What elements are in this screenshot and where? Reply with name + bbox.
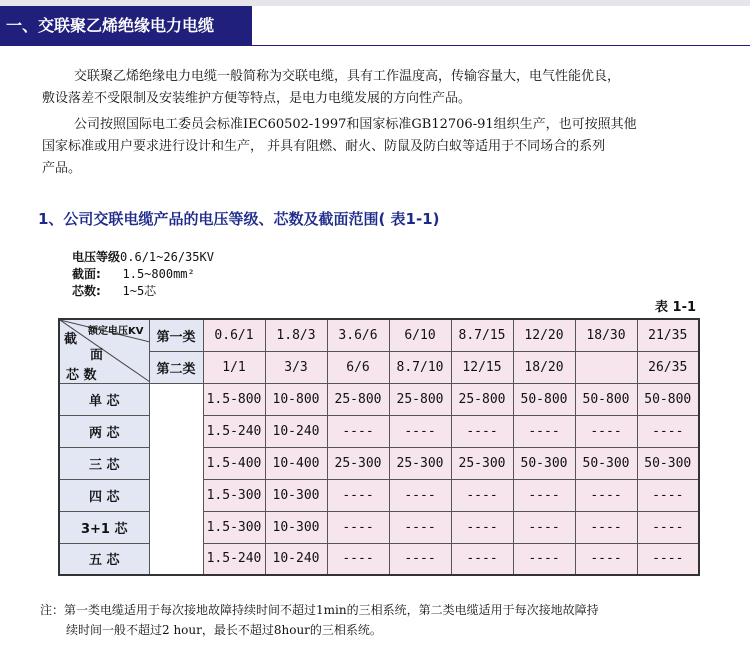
spec-cores-label: 芯数: (72, 284, 101, 298)
cross-section-range: ---- (637, 543, 699, 575)
table-row (59, 383, 699, 415)
footnote-line-1: 注：第一类电缆适用于每次接地故障持续时间不超过1min的三相系统，第二类电缆适用于每次接地故障持 (40, 603, 599, 617)
class-2-voltage: 1/1 (203, 351, 265, 383)
cross-section-range: ---- (575, 511, 637, 543)
cross-section-range: ---- (451, 543, 513, 575)
cross-section-range: ---- (637, 511, 699, 543)
cross-section-range: ---- (451, 511, 513, 543)
cross-section-range: 25-800 (327, 383, 389, 415)
cross-section-range: ---- (513, 479, 575, 511)
spec-voltage (72, 250, 214, 264)
class-1-voltage: 8.7/15 (451, 319, 513, 351)
core-count-label: 四 芯 (59, 479, 149, 511)
cross-section-range: 50-300 (513, 447, 575, 479)
cross-section-range: ---- (513, 415, 575, 447)
class-1-voltage: 3.6/6 (327, 319, 389, 351)
intro-p2-line-2: 国家标准或用户要求进行设计和生产， 并具有阻燃、耐火、防鼠及防白蚁等适用于不同场合的系列 (42, 139, 606, 154)
cross-section-range: 1.5-240 (203, 415, 265, 447)
cross-section-range: ---- (389, 511, 451, 543)
spec-voltage-label: 电压等级 (72, 250, 121, 264)
cross-section-range: 25-800 (451, 383, 513, 415)
core-count-label: 两 芯 (59, 415, 149, 447)
spec-cores (72, 284, 156, 298)
cross-section-range: ---- (513, 511, 575, 543)
core-count-label: 五 芯 (59, 543, 149, 575)
cross-section-range: 10-400 (265, 447, 327, 479)
cross-section-range: 25-800 (389, 383, 451, 415)
class-2-voltage: 12/15 (451, 351, 513, 383)
class-1-voltage: 0.6/1 (203, 319, 265, 351)
intro-paragraph-1 (42, 66, 722, 110)
header-divider (252, 45, 750, 46)
intro-p1-line-2: 敷设落差不受限制及安装维护方便等特点，是电力电缆发展的方向性产品。 (42, 91, 472, 106)
cross-section-range: 1.5-400 (203, 447, 265, 479)
cross-section-range: ---- (327, 479, 389, 511)
class-2-row (59, 351, 699, 383)
empty-class-column (149, 383, 203, 575)
cross-section-range: ---- (575, 479, 637, 511)
cross-section-range: 10-300 (265, 479, 327, 511)
corner-mian: 面 (90, 348, 104, 363)
corner-cores: 芯 数 (66, 368, 97, 383)
cross-section-range: 25-300 (389, 447, 451, 479)
cross-section-range: 10-300 (265, 511, 327, 543)
cross-section-range: ---- (513, 543, 575, 575)
cross-section-range: ---- (327, 543, 389, 575)
intro-p2-line-1: 公司按照国际电工委员会标准IEC60502-1997和国家标准GB12706-91组织生产，也可按照其他 (74, 117, 637, 132)
class-2-voltage: 6/6 (327, 351, 389, 383)
cross-section-range: ---- (327, 415, 389, 447)
cross-section-range: ---- (451, 415, 513, 447)
core-count-label: 3+1 芯 (59, 511, 149, 543)
section-title: 1、公司交联电缆产品的电压等级、芯数及截面范围( 表1-1) (38, 210, 440, 228)
intro-paragraph-2 (42, 114, 722, 180)
cross-section-range: ---- (327, 511, 389, 543)
cross-section-range: 50-300 (575, 447, 637, 479)
corner-jie: 截 (64, 332, 78, 347)
cross-section-range: 10-240 (265, 415, 327, 447)
class-1-voltage: 6/10 (389, 319, 451, 351)
footnote-line-2: 续时间一般不超过2 hour，最长不超过8hour的三相系统。 (66, 623, 382, 637)
core-count-label: 单 芯 (59, 383, 149, 415)
class-2-voltage: 18/20 (513, 351, 575, 383)
cross-section-range: 1.5-300 (203, 511, 265, 543)
cross-section-range: ---- (451, 479, 513, 511)
table-label: 表 1-1 (655, 300, 697, 315)
cross-section-range: 50-800 (575, 383, 637, 415)
cross-section-range: ---- (637, 479, 699, 511)
cross-section-range: 1.5-300 (203, 479, 265, 511)
cross-section-range: 1.5-240 (203, 543, 265, 575)
spec-section-label: 截面: (72, 267, 101, 281)
spec-cores-value: 1~5芯 (122, 284, 157, 298)
cross-section-range: ---- (575, 543, 637, 575)
cross-section-range: 10-240 (265, 543, 327, 575)
class-1-voltage: 21/35 (637, 319, 699, 351)
class-2-voltage: 3/3 (265, 351, 327, 383)
class-2-label: 第二类 (149, 351, 203, 383)
cross-section-range: 25-300 (327, 447, 389, 479)
cross-section-range: 50-800 (637, 383, 699, 415)
spec-table (58, 318, 700, 576)
class-1-voltage: 12/20 (513, 319, 575, 351)
cross-section-range: 50-800 (513, 383, 575, 415)
cross-section-range: ---- (575, 415, 637, 447)
cross-section-range: 10-800 (265, 383, 327, 415)
cross-section-range: 50-300 (637, 447, 699, 479)
class-1-label: 第一类 (149, 319, 203, 351)
cross-section-range: 25-300 (451, 447, 513, 479)
intro-p1-line-1: 交联聚乙烯绝缘电力电缆一般简称为交联电缆，具有工作温度高，传输容量大，电气性能优良， (74, 69, 621, 84)
intro-p2-line-3: 产品。 (42, 161, 82, 176)
table-corner-header (59, 319, 149, 383)
cross-section-range: ---- (389, 479, 451, 511)
footnote (40, 600, 730, 640)
class-2-voltage: 8.7/10 (389, 351, 451, 383)
cross-section-range: ---- (637, 415, 699, 447)
cross-section-range: 1.5-800 (203, 383, 265, 415)
cross-section-range: ---- (389, 543, 451, 575)
class-2-voltage: 26/35 (637, 351, 699, 383)
corner-rated-voltage: 额定电压KV (88, 326, 144, 337)
class-1-voltage: 18/30 (575, 319, 637, 351)
class-1-row (59, 319, 699, 351)
spec-voltage-value: 0.6/1~26/35KV (120, 250, 214, 264)
page-title: 一、交联聚乙烯绝缘电力电缆 (0, 6, 252, 46)
class-2-voltage (575, 351, 637, 383)
spec-section (72, 267, 195, 281)
core-count-label: 三 芯 (59, 447, 149, 479)
class-1-voltage: 1.8/3 (265, 319, 327, 351)
cross-section-range: ---- (389, 415, 451, 447)
spec-section-value: 1.5~800mm² (122, 267, 195, 281)
